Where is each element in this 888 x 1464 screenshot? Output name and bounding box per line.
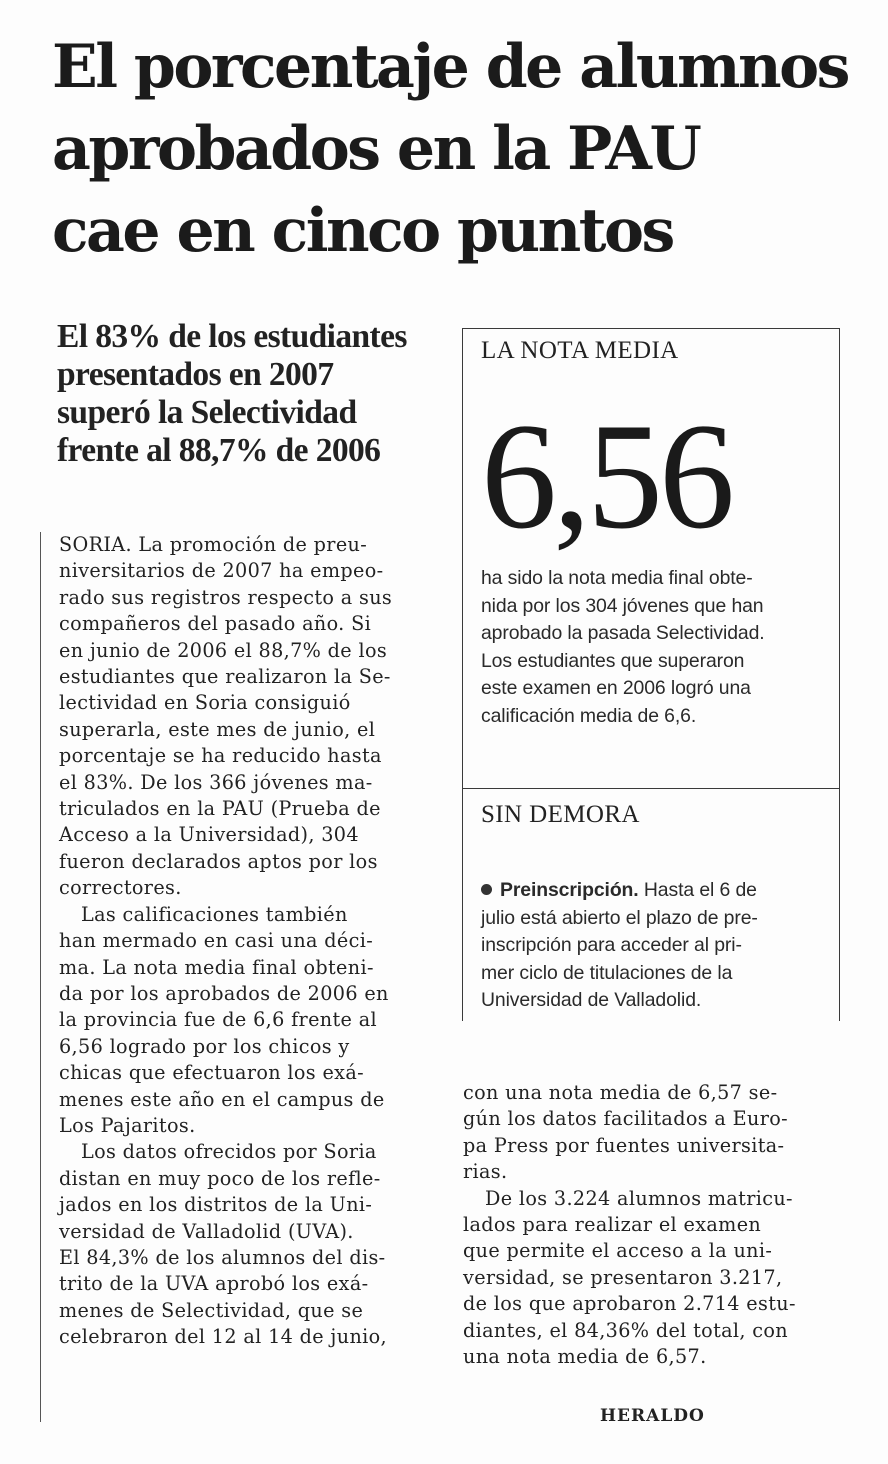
box-line: Los estudiantes que superaron bbox=[481, 649, 745, 672]
body-line: pa Press por fuentes universita- bbox=[463, 1133, 785, 1157]
box-line: mer ciclo de titulaciones de la bbox=[481, 961, 733, 984]
article-body-right bbox=[463, 1080, 843, 1370]
body-line: versidad de Valladolid (UVA). bbox=[59, 1219, 354, 1243]
body-line: estudiantes que realizaron la Se- bbox=[59, 665, 391, 689]
subheadline bbox=[57, 318, 447, 470]
subhead-line-2: presentados en 2007 bbox=[57, 356, 334, 393]
headline-line-1: El porcentaje de alumnos bbox=[52, 32, 848, 102]
body-line: menes de Selectividad, que se bbox=[59, 1298, 364, 1322]
body-line: diantes, el 84,36% del total, con bbox=[463, 1318, 789, 1342]
body-line: versidad, se presentaron 3.217, bbox=[463, 1265, 783, 1289]
box-first-line bbox=[481, 877, 758, 905]
subhead-line-3: superó la Selectividad bbox=[57, 394, 357, 431]
article-body-left bbox=[59, 532, 455, 1351]
body-line: han mermado en casi una déci- bbox=[59, 929, 374, 953]
body-line: Los datos ofrecidos por Soria bbox=[81, 1140, 377, 1164]
subhead-line-4: frente al 88,7% de 2006 bbox=[57, 432, 381, 469]
body-line: ma. La nota media final obteni- bbox=[59, 955, 374, 979]
body-line: celebraron del 12 al 14 de junio, bbox=[59, 1325, 387, 1349]
body-line: Los Pajaritos. bbox=[59, 1113, 196, 1137]
body-line: De los 3.224 alumnos matricu- bbox=[485, 1186, 793, 1210]
body-line: una nota media de 6,57. bbox=[463, 1345, 707, 1369]
box-line: julio está abierto el plazo de pre- bbox=[481, 906, 758, 929]
box-line: calificación media de 6,6. bbox=[481, 704, 697, 727]
article-column-left bbox=[40, 532, 455, 1422]
body-line: que permite el acceso a la uni- bbox=[463, 1239, 773, 1263]
box-line: ha sido la nota media final obte- bbox=[481, 567, 753, 589]
body-line: triculados en la PAU (Prueba de bbox=[59, 797, 381, 821]
body-line: El 84,3% de los alumnos del dis- bbox=[59, 1245, 386, 1269]
box-line: nida por los 304 jóvenes que han bbox=[481, 594, 764, 617]
body-line: trito de la UVA aprobó los exá- bbox=[59, 1272, 369, 1296]
source-signature: HERALDO bbox=[600, 1406, 705, 1426]
body-line: con una nota media de 6,57 se- bbox=[463, 1081, 778, 1104]
box-title-sin-demora: SIN DEMORA bbox=[481, 801, 640, 828]
box-line: inscripción para acceder al pri- bbox=[481, 934, 742, 957]
body-line: SORIA. La promoción de preu- bbox=[59, 533, 368, 556]
box-lead: Preinscripción. bbox=[500, 879, 639, 901]
headline-line-3: cae en cinco puntos bbox=[52, 196, 673, 266]
body-line: el 83%. De los 366 jóvenes ma- bbox=[59, 770, 373, 794]
box-sin-text bbox=[481, 877, 758, 1015]
body-line: superarla, este mes de junio, el bbox=[59, 717, 376, 741]
headline-line-2: aprobados en la PAU bbox=[52, 114, 700, 184]
body-line: en junio de 2006 el 88,7% de los bbox=[59, 638, 388, 662]
body-line: da por los aprobados de 2006 en bbox=[59, 981, 389, 1005]
box-line: aprobado la pasada Selectividad. bbox=[481, 622, 765, 645]
sidebar-box-sin-demora bbox=[462, 788, 840, 1021]
body-line: correctores. bbox=[59, 876, 182, 900]
body-line: jados en los distritos de la Uni- bbox=[59, 1193, 373, 1217]
body-line: compañeros del pasado año. Si bbox=[59, 612, 372, 636]
body-line: gún los datos facilitados a Euro- bbox=[463, 1107, 788, 1131]
body-line: rias. bbox=[463, 1160, 508, 1184]
body-line: de los que aprobaron 2.714 estu- bbox=[463, 1292, 796, 1316]
subhead-line-1: El 83% de los estudiantes bbox=[57, 318, 407, 355]
box-line: este examen en 2006 logró una bbox=[481, 677, 751, 700]
body-line: porcentaje se ha reducido hasta bbox=[59, 744, 382, 768]
bullet-icon bbox=[481, 884, 492, 895]
body-line: 6,56 logrado por los chicos y bbox=[59, 1034, 350, 1058]
box-nota-text bbox=[481, 565, 765, 731]
body-line: Las calificaciones también bbox=[81, 902, 348, 926]
body-line: lados para realizar el examen bbox=[463, 1213, 762, 1237]
body-line: Acceso a la Universidad), 304 bbox=[59, 823, 359, 847]
average-grade-value: 6,56 bbox=[481, 392, 731, 560]
sidebar-box-nota-media bbox=[462, 328, 840, 789]
headline bbox=[52, 26, 852, 272]
article-column-right bbox=[463, 1080, 843, 1370]
body-line: distan en muy poco de los refle- bbox=[59, 1166, 381, 1190]
body-line: menes este año en el campus de bbox=[59, 1087, 385, 1111]
box-line: Universidad de Valladolid. bbox=[481, 989, 702, 1012]
body-line: la provincia fue de 6,6 frente al bbox=[59, 1008, 377, 1032]
body-line: niversitarios de 2007 ha empeo- bbox=[59, 559, 384, 583]
body-line: lectividad en Soria consiguió bbox=[59, 691, 351, 715]
box-title-nota-media: LA NOTA MEDIA bbox=[481, 337, 679, 364]
body-line: rado sus registros respecto a sus bbox=[59, 585, 393, 609]
body-line: fueron declarados aptos por los bbox=[59, 849, 378, 873]
box-lead-rest: Hasta el 6 de bbox=[638, 879, 757, 901]
body-line: chicas que efectuaron los exá- bbox=[59, 1061, 364, 1085]
